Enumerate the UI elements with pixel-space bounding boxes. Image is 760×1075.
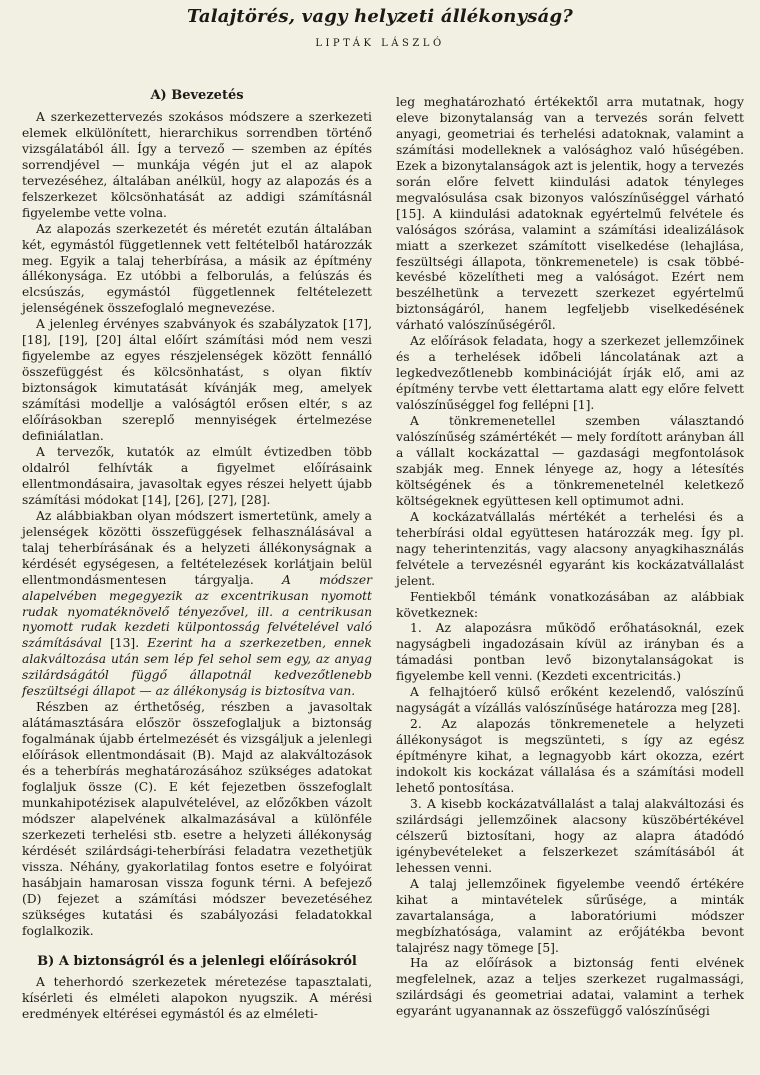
- paragraph-text: Az alábbiakban olyan módszert ismertetünk, amely a jelenségek közötti összefüggések felhasználásával a talaj teherbírásának és a helyzeti állékonyságnak a kérdését egységesen, a feltételezések korlátjain belül ellentmondásmentesen tárgyalja.: [22, 508, 372, 587]
- paragraph: A tönkremenetellel szemben választandó valószínűség számértékét — mely fordított arányban áll a vállalt kockázattal — gazdasági megfontolások szabják meg. Ennek lényege az, hogy a létesítés költségének és a tönkremenetelnél keletkező költségeknek együttesen kell optimumot adni.: [396, 414, 744, 508]
- paragraph: A jelenleg érvényes szabványok és szabályzatok [17], [18], [19], [20] által előírt számítási mód nem veszi figyelembe az egyes részjelenségek között fennálló összefüggést és kölcsönhatást, s olyan fiktív biztonságok kimutatását kívánják meg, amelyek számítási modellje a valóságtól erősen eltér, s az előírásokban szereplő mennyiségek értelmezése definiálatlan.: [22, 317, 372, 444]
- paragraph: [22, 509, 372, 700]
- paragraph: Az előírások feladata, hogy a szerkezet jellemzőinek és a terhelések időbeli láncolatának azt a legkedvezőtlenebb kombinációját írják elő, ami az építmény tervbe vett élettartama alatt egy előre felvett valószínűséggel fog fellépni [1].: [396, 334, 744, 413]
- paragraph: A teherhordó szerkezetek méretezése tapasztalati, kísérleti és elméleti alapokon nyugszik. A mérési eredmények eltérései egymástól és az elméleti-: [22, 975, 372, 1022]
- paragraph: Az alapozás szerkezetét és méretét ezután általában két, egymástól függetlennek vett feltételből határozzák meg. Egyik a talaj teherbírása, a másik az építmény állékonysága. Ez utóbbi a felborulás, a felúszás és elcsúszás, egymástól függetlennek feltételezett jelenségének összefoglaló megnevezése.: [22, 221, 372, 316]
- section-b-heading: B) A biztonságról és a jelenlegi előírásokról: [37, 953, 357, 969]
- paragraph: leg meghatározható értékektől arra mutatnak, hogy eleve bizonytalanság van a tervezés során felvett anyagi, geometriai és terhelési adatoknak, valamint a számítási modelleknek a valósághoz való hűségében. Ezek a bizonytalanságok azt is jelentik, hogy a tervezés során előre felvett kiindulási adatok tényleges megvalósulása csak bizonyos valószínűséggel várható [15]. A kiindulási adatoknak egyértelmű felvétele és valóságos szórása, valamint a számítási idealizálások miatt a szerkezet számított viselkedése (lehajlása, feszültségi állapota, tönkremenetele) is csak többé-kevésbé közelítheti meg a valóságot. Ezért nem beszélhetünk a tervezett szerkezet egyértelmű biztonságáról, hanem legfeljebb viselkedésének várható valószínűségéről.: [396, 95, 744, 333]
- paragraph: A tervezők, kutatók az elmúlt évtizedben több oldalról felhívták a figyelmet előírásaink ellentmondásaira, javasoltak egyes részei helyett újabb számítási módokat [14], [26], [27], [28].: [22, 444, 372, 507]
- italic-text: Ezerint ha a szerkezetben, ennek alakváltozása után sem lép fel sehol sem egy, az anyag szilárdságától függő állapotnál kedvezőtlenebb feszültségi állapot — az állékonyság is biztosítva van.: [22, 636, 372, 699]
- paragraph: A felhajtóerő külső erőként kezelendő, valószínű nagyságát a vízállás valószínűsége határozza meg [28].: [396, 685, 744, 716]
- left-column: [22, 88, 372, 1023]
- citation: [13].: [109, 636, 140, 651]
- paragraph: Részben az érthetőség, részben a javasoltak alátámasztására először összefoglaljuk a biztonság fogalmának újabb értelmezését és vizsgáljuk a jelenlegi előírások ellentmondásait (B). Majd az alakváltozások és a teherbírás meghatározásához szükséges adatokat foglaljuk össze (C). E két fejezetben összefoglalt munkahipotézisek alapulvételével, az előzőkben vázolt módszer alapelvének alkalmazásával a különféle szerkezeti terhelési stb. esetre a helyzeti állékonyság kérdését szilárdsági-teherbírási feladatra vezethetjük vissza. Néhány, gyakorlatilag fontos esetre e folyóirat hasábjain hamarosan vissza fogunk térni. A befejező (D) fejezet a számítási módszer bevezetéséhez szükséges kutatási és szabályozási feladatokkal foglalkozik.: [22, 700, 372, 938]
- paragraph: A kockázatvállalás mértékét a terhelési és a teherbírási oldal együttesen határozzák meg. Így pl. nagy teherintenzitás, vagy alacsony anyagkihasználás felvétele a tervezésnél egyaránt kis kockázatvállalást jelent.: [396, 509, 744, 588]
- list-item: 2. Az alapozás tönkremenetele a helyzeti állékonyságot is megszünteti, s így az egész építményre kihat, a legnagyobb kárt okozza, ezért indokolt kis kockázat vállalása és a számítási modell lehető pontosítása.: [396, 717, 744, 795]
- list-item: 1. Az alapozásra működő erőhatásoknál, ezek nagyságbeli ingadozásain kívül az irányban és a támadási pontban levő bizonytalanságokat is figyelembe kell venni. (Kezdeti excentricitás.): [396, 621, 744, 684]
- article-title: Talajtörés, vagy helyzeti állékonyság?: [187, 6, 573, 27]
- paragraph: Ha az előírások a biztonság fenti elvének megfelelnek, azaz a teljes szerkezet rugalmassági, szilárdsági és geometriai adatai, valamint a terhek egyaránt ugyanannak az összefüggő valószínűségi: [396, 956, 744, 1019]
- article-author: LIPTÁK LÁSZLÓ: [315, 38, 445, 49]
- list-item: 3. A kisebb kockázatvállalást a talaj alakváltozási és szilárdsági jellemzőinek alacsony küszöbértékével célszerű biztosítani, hogy az alapra átadódó igénybevételeket a felszerkezet számításából át lehessen venni.: [396, 796, 744, 875]
- right-column: [396, 95, 744, 1020]
- section-a-heading: A) Bevezetés: [150, 88, 244, 103]
- paragraph: A talaj jellemzőinek figyelembe veendő értékére kihat a mintavételek sűrűsége, a minták zavartalansága, a laboratóriumi módszer megbízhatósága, valamint az erőjátékba bevont talajrész nagy tömege [5].: [396, 876, 744, 955]
- paragraph: Fentiekből témánk vonatkozásában az alábbiak következnek:: [396, 589, 744, 620]
- italic-text: A módszer alapelvében megegyezik az excentrikusan nyomott rudak nyomatéknövelő tényezővel, ill. a centrikusan nyomott rudak kezdeti külpontosság felvételével való számításával: [22, 572, 372, 651]
- paragraph: A szerkezettervezés szokásos módszere a szerkezeti elemek elkülönített, hierarchikus sorrendben történő vizsgálatából áll. Így a tervező — szemben az építés sorrendjével — munkája végén jut el az alapok tervezéséhez, általában anélkül, hogy az alapozás és a felszerkezet kölcsönhatását az addigi számításnál figyelembe vette volna.: [22, 109, 372, 220]
